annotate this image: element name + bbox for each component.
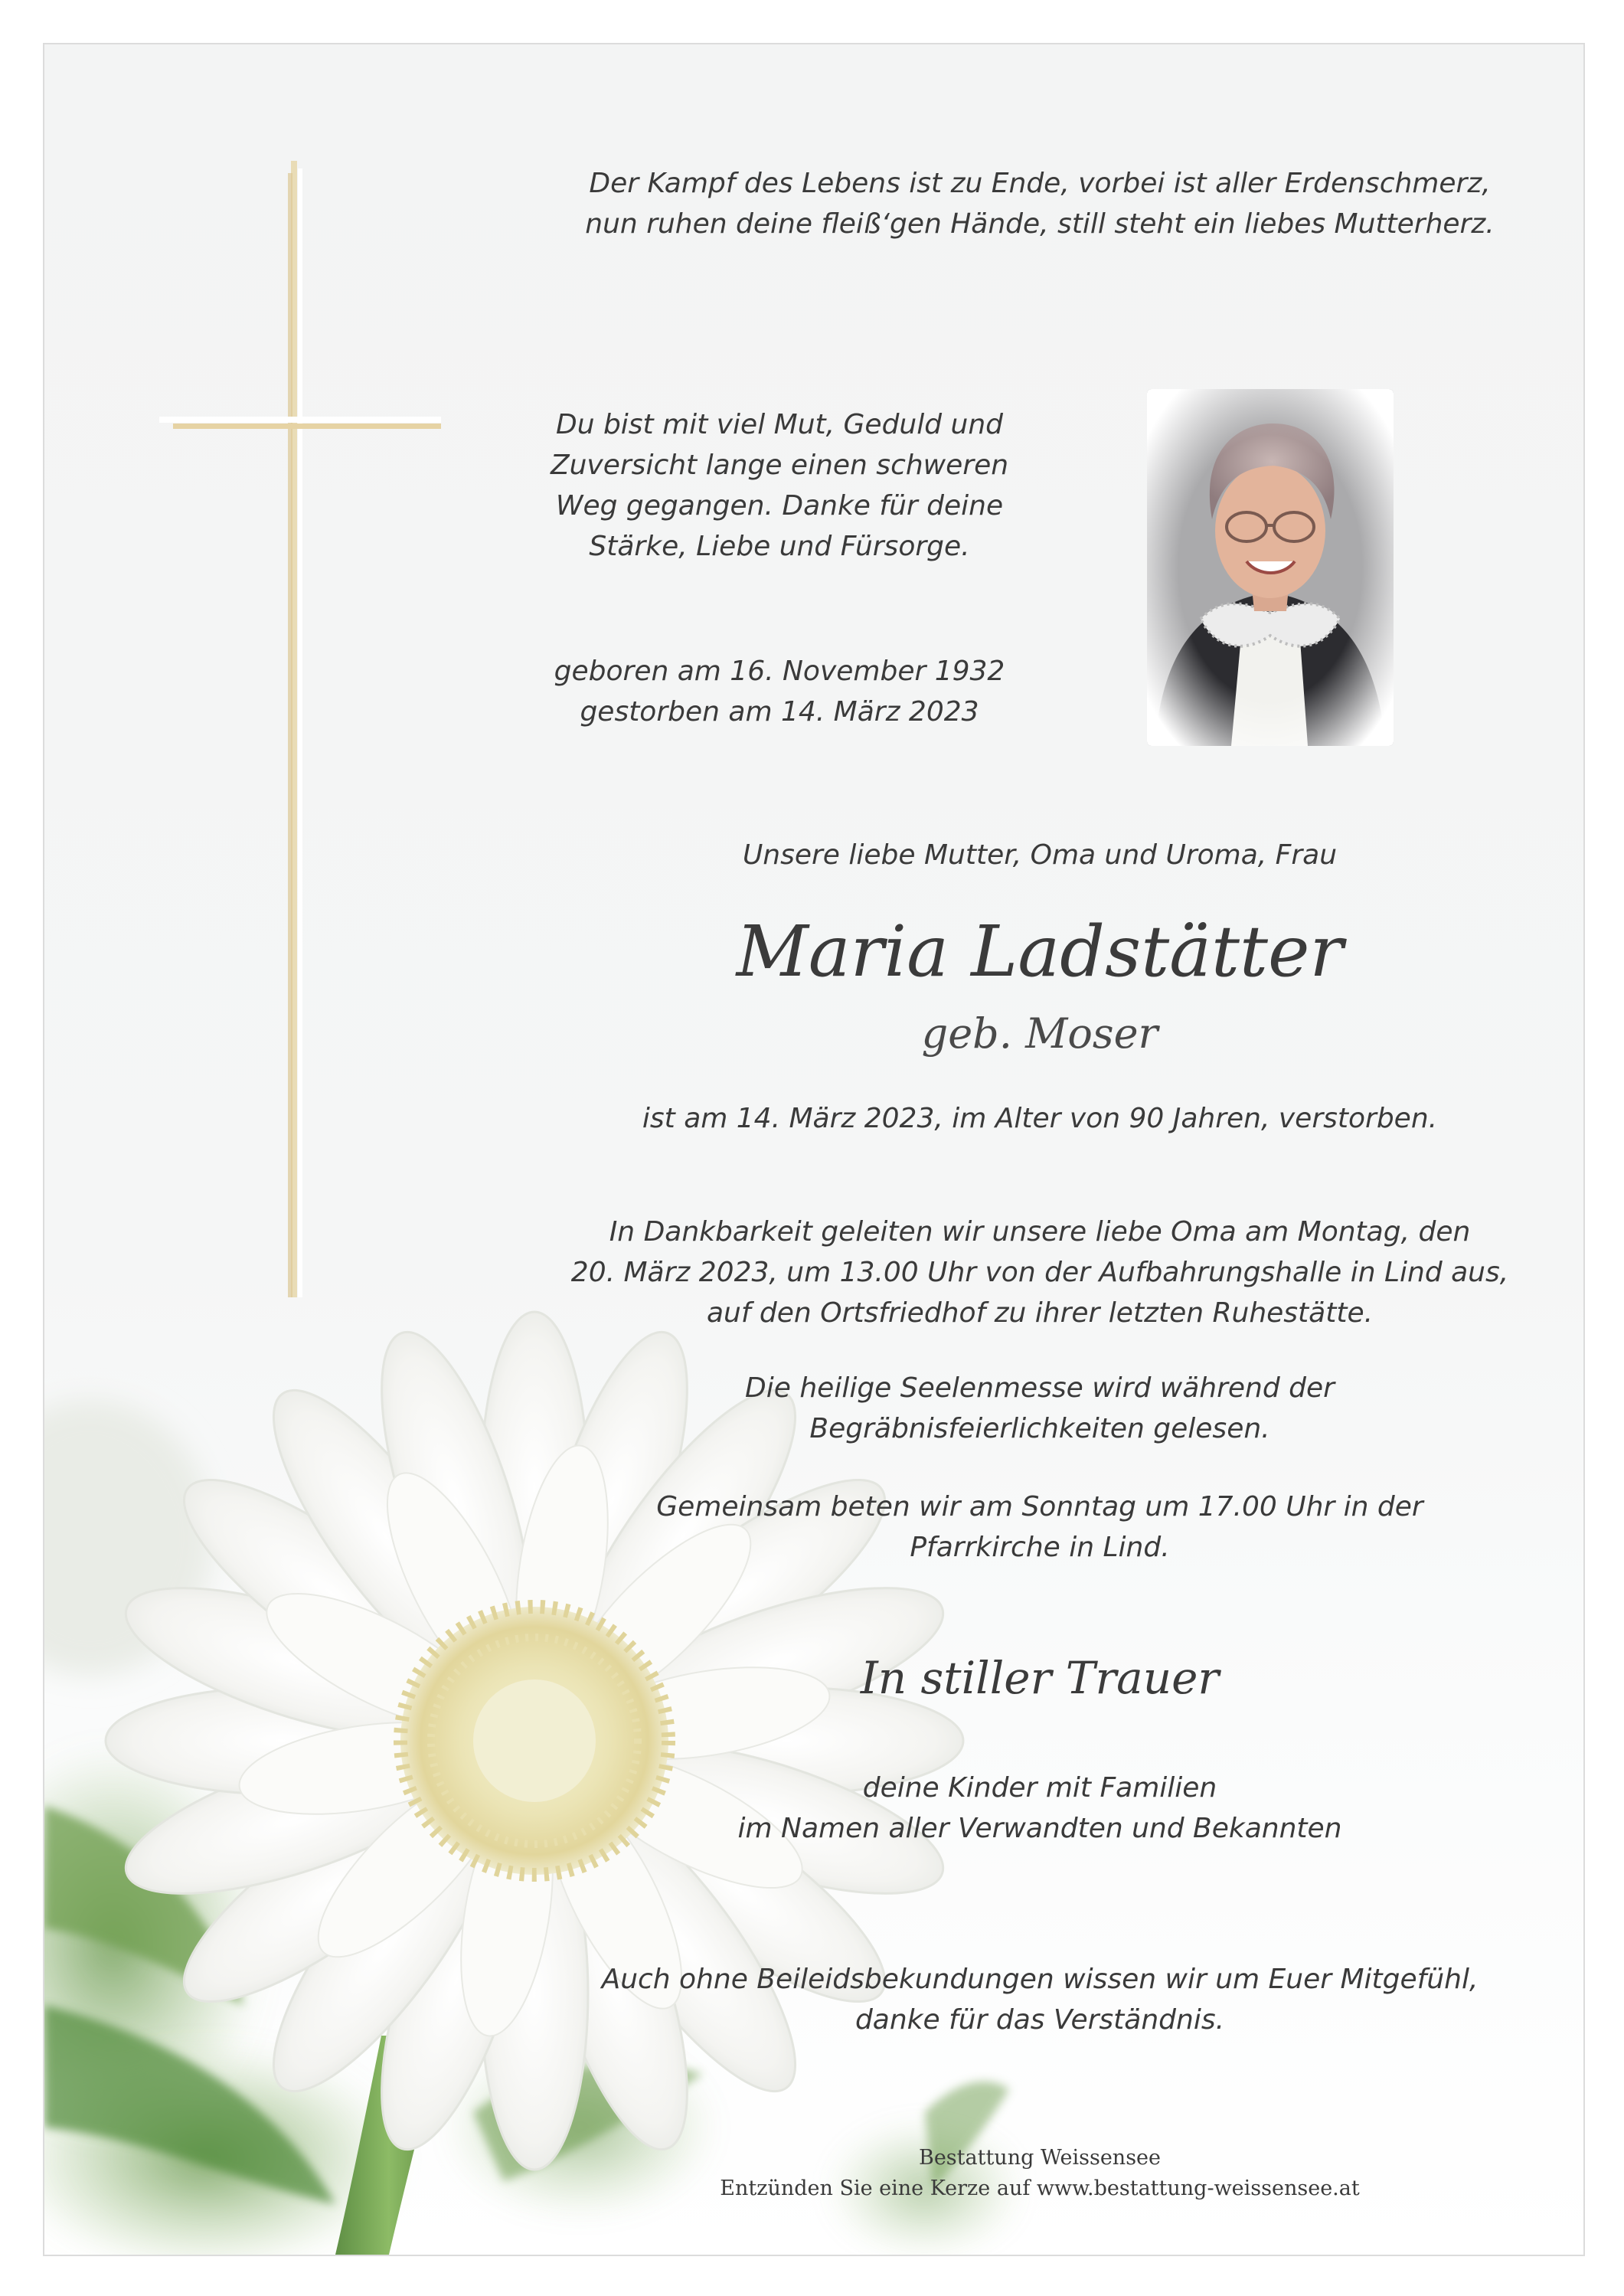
cross-icon [44,44,1583,2255]
footer [534,2143,1545,2204]
mourners [534,1768,1545,1849]
funeral-home-name: Bestattung Weissensee [918,2146,1162,2170]
maiden-name: geb. Moser [921,1009,1158,1058]
obituary-card [43,43,1585,2256]
tribute-line: Zuversicht lange einen schweren [550,450,1009,481]
prayer-line: Gemeinsam beten wir am Sonntag um 17.00 Uhr in der [656,1491,1423,1522]
intro-line: Unsere liebe Mutter, Oma und Uroma, Frau [742,839,1338,871]
life-dates [534,651,1024,732]
condolence-line: danke für das Verständnis. [854,2004,1225,2036]
funeral-line: In Dankbarkeit geleiten wir unsere liebe Oma am Montag, den [609,1216,1471,1248]
condolence-note [534,1959,1545,2040]
poem [534,163,1545,244]
portrait-photo [1147,389,1394,746]
birth-date: geboren am 16. November 1932 [554,656,1005,687]
tribute-line: Weg gegangen. Danke für deine [555,490,1004,522]
mourners-line: im Namen aller Verwandten und Bekannten [737,1813,1342,1844]
death-notice: ist am 14. März 2023, im Alter von 90 Jahren, verstorben. [642,1103,1438,1134]
mass-line: Die heilige Seelenmesse wird während der [745,1372,1335,1404]
poem-line: nun ruhen deine fleiß‘gen Hände, still steht ein liebes Mutterherz. [585,208,1495,240]
mourners-line: deine Kinder mit Familien [862,1772,1217,1804]
tribute-line: Stärke, Liebe und Fürsorge. [589,531,970,562]
mourning-heading: In stiller Trauer [860,1652,1220,1704]
funeral-details [534,1212,1545,1333]
mass-line: Begräbnisfeierlichkeiten gelesen. [809,1413,1270,1444]
mass-notice [534,1368,1545,1449]
death-date: gestorben am 14. März 2023 [580,696,979,728]
prayer-notice [534,1487,1545,1568]
funeral-line: 20. März 2023, um 13.00 Uhr von der Aufbahrungshalle in Lind aus, [570,1257,1509,1288]
prayer-line: Pfarrkirche in Lind. [910,1532,1170,1563]
funeral-line: auf den Ortsfriedhof zu ihrer letzten Ruhestätte. [706,1297,1374,1329]
condolence-line: Auch ohne Beileidsbekundungen wissen wir um Euer Mitgefühl, [601,1964,1479,1995]
candle-website-link[interactable]: Entzünden Sie eine Kerze auf www.bestattung-weissensee.at [720,2177,1360,2200]
tribute [534,404,1024,567]
deceased-name: Maria Ladstätter [736,911,1344,993]
poem-line: Der Kampf des Lebens ist zu Ende, vorbei ist aller Erdenschmerz, [589,168,1491,199]
tribute-line: Du bist mit viel Mut, Geduld und [555,409,1004,440]
